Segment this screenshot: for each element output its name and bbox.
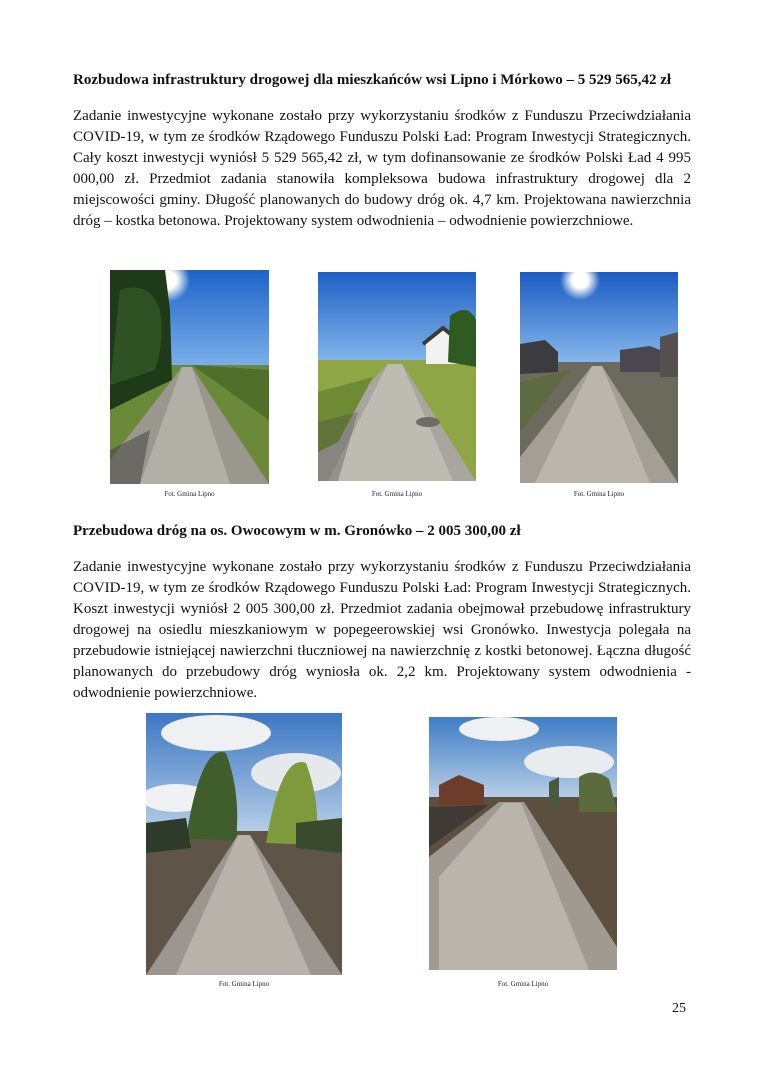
road-photo-2 — [318, 272, 476, 481]
section1-paragraph: Zadanie inwestycyjne wykonane zostało przy wykorzystaniu środków z Funduszu Przeciwdziałania COVID-19, w tym ze środków Rządowego Funduszu Polski Ład: Program Inwestycji Strategicznych. Cały koszt inwestycji wyniósł 5 529 565,42 zł, w tym dofinansowanie ze środków Polski Ład 4 995 000,00 zł. Przedmiot zadania stanowiła kompleksowa budowa infrastruktury drogowej dla 2 miejscowości gminy. Długość planowanych do budowy dróg ok. 4,7 km. Projektowana nawierzchnia dróg – kostka betonowa. Projektowany system odwodnienia – odwodnienie powierzchniowe. — [73, 108, 691, 229]
photo-5-caption: Fot. Gmina Lipno — [497, 980, 549, 988]
road-photo-5 — [429, 717, 617, 970]
section2-heading: Przebudowa dróg na os. Owocowym w m. Gronówko – 2 005 300,00 zł — [73, 523, 521, 539]
section2-paragraph: Zadanie inwestycyjne wykonane zostało przy wykorzystaniu środków z Funduszu Przeciwdziałania COVID-19, w tym ze środków Rządowego Funduszu Polski Ład: Program Inwestycji Strategicznych. Koszt inwestycji wyniósł 2 005 300,00 zł. Przedmiot zadania obejmował przebudowę infrastruktury drogowej na osiedlu mieszkaniowym w popegeerowskiej wsi Gronówko. Inwestycja polegała na przebudowie istniejącej nawierzchni tłuczniowej na nawierzchnię z kostki betonowej. Łączna długość planowanych do przebudowy dróg wyniosła ok. 2,2 km. Projektowany system odwodnienia - odwodnienie powierzchniowe. — [73, 559, 691, 701]
section1-heading: Rozbudowa infrastruktury drogowej dla mieszkańców wsi Lipno i Mórkowo – 5 529 565,42 zł — [73, 72, 672, 88]
road-photo-1 — [110, 270, 269, 484]
road-photo-3 — [520, 272, 678, 483]
page-number: 25 — [672, 1001, 686, 1016]
photo-3-caption: Fot. Gmina Lipno — [573, 490, 625, 498]
photo-1-caption: Fot. Gmina Lipno — [164, 490, 215, 498]
photo-4-caption: Fot. Gmina Lipno — [218, 980, 270, 988]
road-photo-4 — [146, 713, 342, 975]
photo-2-caption: Fot. Gmina Lipno — [371, 490, 423, 498]
